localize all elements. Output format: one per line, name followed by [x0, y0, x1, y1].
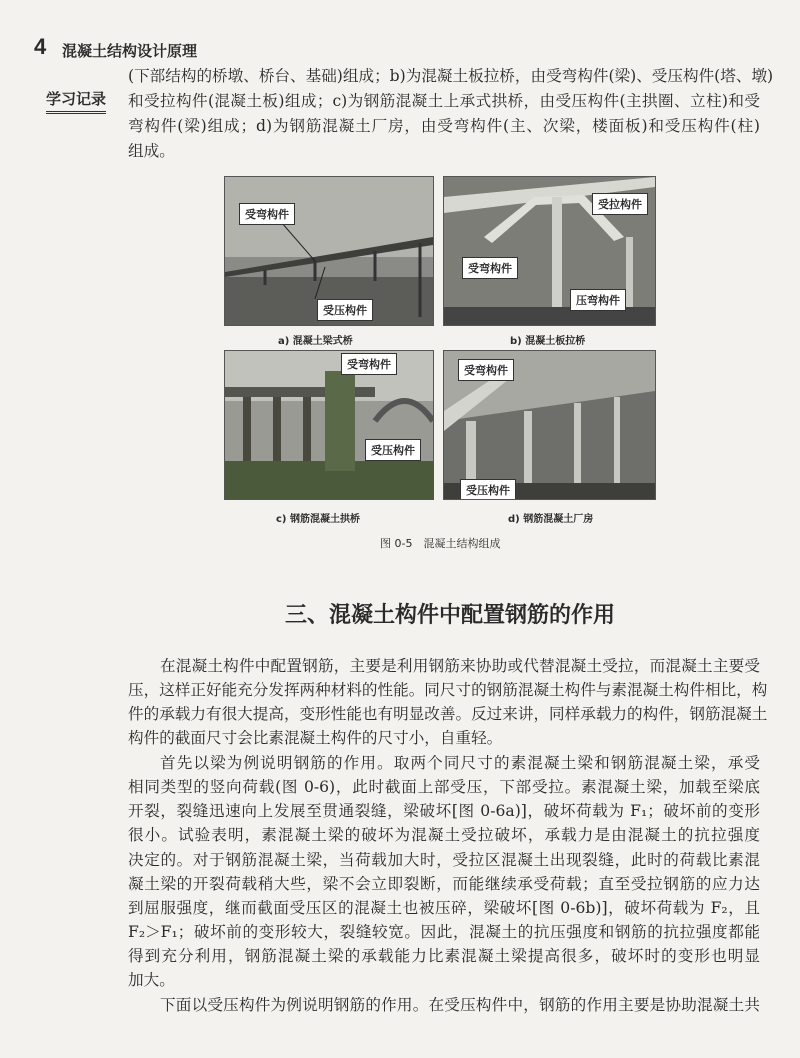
panel-caption: c) 钢筋混凝土拱桥 — [276, 514, 360, 525]
text-line: 组成。 — [128, 142, 175, 160]
label-flexural-member: 受弯构件 — [341, 353, 397, 375]
text-line: 开裂，裂缝迅速向上发展至贯通裂缝，梁破坏[图 0-6a)]，破坏荷载为 F₁；破坏前的变形 — [128, 802, 760, 820]
text-line: 在混凝土构件中配置钢筋，主要是利用钢筋来协助或代替混凝土受拉，而混凝土主要受 — [160, 657, 760, 675]
text-line: 和受拉构件(混凝土板)组成；c)为钢筋混凝土上承式拱桥，由受压构件(主拱圈、立柱)和受 — [128, 92, 760, 110]
section-title: 三、混凝土构件中配置钢筋的作用 — [284, 603, 615, 628]
text-line: 得到充分利用，钢筋混凝土梁的承载能力比素混凝土梁提高很多，破坏时的变形也明显 — [128, 947, 760, 965]
label-compression-member: 受压构件 — [317, 299, 373, 321]
label-compression-member: 受压构件 — [460, 479, 516, 500]
label-compression-flexural-member: 压弯构件 — [570, 289, 626, 311]
text-line: 件的承载力有很大提高，变形性能也有明显改善。反过来讲，同样承载力的构件，钢筋混凝土 — [128, 705, 768, 723]
text-line: 凝土梁的开裂荷载稍大些，梁不会立即裂断，而能继续承受荷载；直至受拉钢筋的应力达 — [128, 875, 760, 893]
label-flexural-member: 受弯构件 — [462, 257, 518, 279]
panel-caption: a) 混凝土梁式桥 — [278, 336, 353, 347]
label-flexural-member: 受弯构件 — [458, 359, 514, 381]
text-line: 下面以受压构件为例说明钢筋的作用。在受压构件中，钢筋的作用主要是协助混凝土共 — [160, 996, 760, 1014]
text-line: 相同类型的竖向荷载(图 0-6)，此时截面上部受压，下部受拉。素混凝土梁，加载至梁底 — [128, 778, 760, 796]
photo-beam-bridge — [224, 176, 434, 326]
text-line: 压，这样正好能充分发挥两种材料的性能。同尺寸的钢筋混凝土构件与素混凝土构件相比，构 — [128, 681, 768, 699]
text-line: F₂＞F₁；破坏前的变形较大，裂缝较宽。因此，混凝土的抗压强度和钢筋的抗拉强度都能 — [128, 923, 760, 941]
margin-note-study-record: 学习记录 — [46, 88, 106, 114]
label-flexural-member: 受弯构件 — [239, 203, 295, 225]
text-line: 加大。 — [128, 971, 175, 989]
photo-arch-bridge — [224, 350, 434, 500]
photo-industrial-building — [443, 350, 656, 500]
page-number: 4 — [34, 34, 47, 59]
text-line: 很小。试验表明，素混凝土梁的破坏为混凝土受拉破坏，承载力是由混凝土的抗拉强度 — [128, 826, 760, 844]
text-line: 弯构件(梁)组成；d)为钢筋混凝土厂房，由受弯构件(主、次梁，楼面板)和受压构件(柱) — [128, 117, 760, 135]
panel-caption: d) 钢筋混凝土厂房 — [508, 514, 594, 525]
photo-slab-stayed-bridge — [443, 176, 656, 326]
label-tension-member: 受拉构件 — [592, 193, 648, 215]
text-line: 首先以梁为例说明钢筋的作用。取两个同尺寸的素混凝土梁和钢筋混凝土梁，承受 — [160, 754, 760, 772]
text-line: 决定的。对于钢筋混凝土梁，当荷载加大时，受拉区混凝土出现裂缝，此时的荷载比素混 — [128, 851, 760, 869]
text-line: (下部结构的桥墩、桥台、基础)组成；b)为混凝土板拉桥，由受弯构件(梁)、受压构件(塔、墩) — [128, 67, 774, 85]
text-line: 构件的截面尺寸会比素混凝土构件的尺寸小，自重轻。 — [128, 729, 503, 747]
label-compression-member: 受压构件 — [365, 439, 421, 461]
text-line: 到屈服强度，继而截面受压区的混凝土也被压碎，梁破坏[图 0-6b)]，破坏荷载为 F₂，且 — [128, 899, 760, 917]
panel-caption: b) 混凝土板拉桥 — [510, 336, 586, 347]
running-title: 混凝土结构设计原理 — [62, 42, 198, 60]
figure-caption: 图 0-5 混凝土结构组成 — [380, 537, 501, 550]
